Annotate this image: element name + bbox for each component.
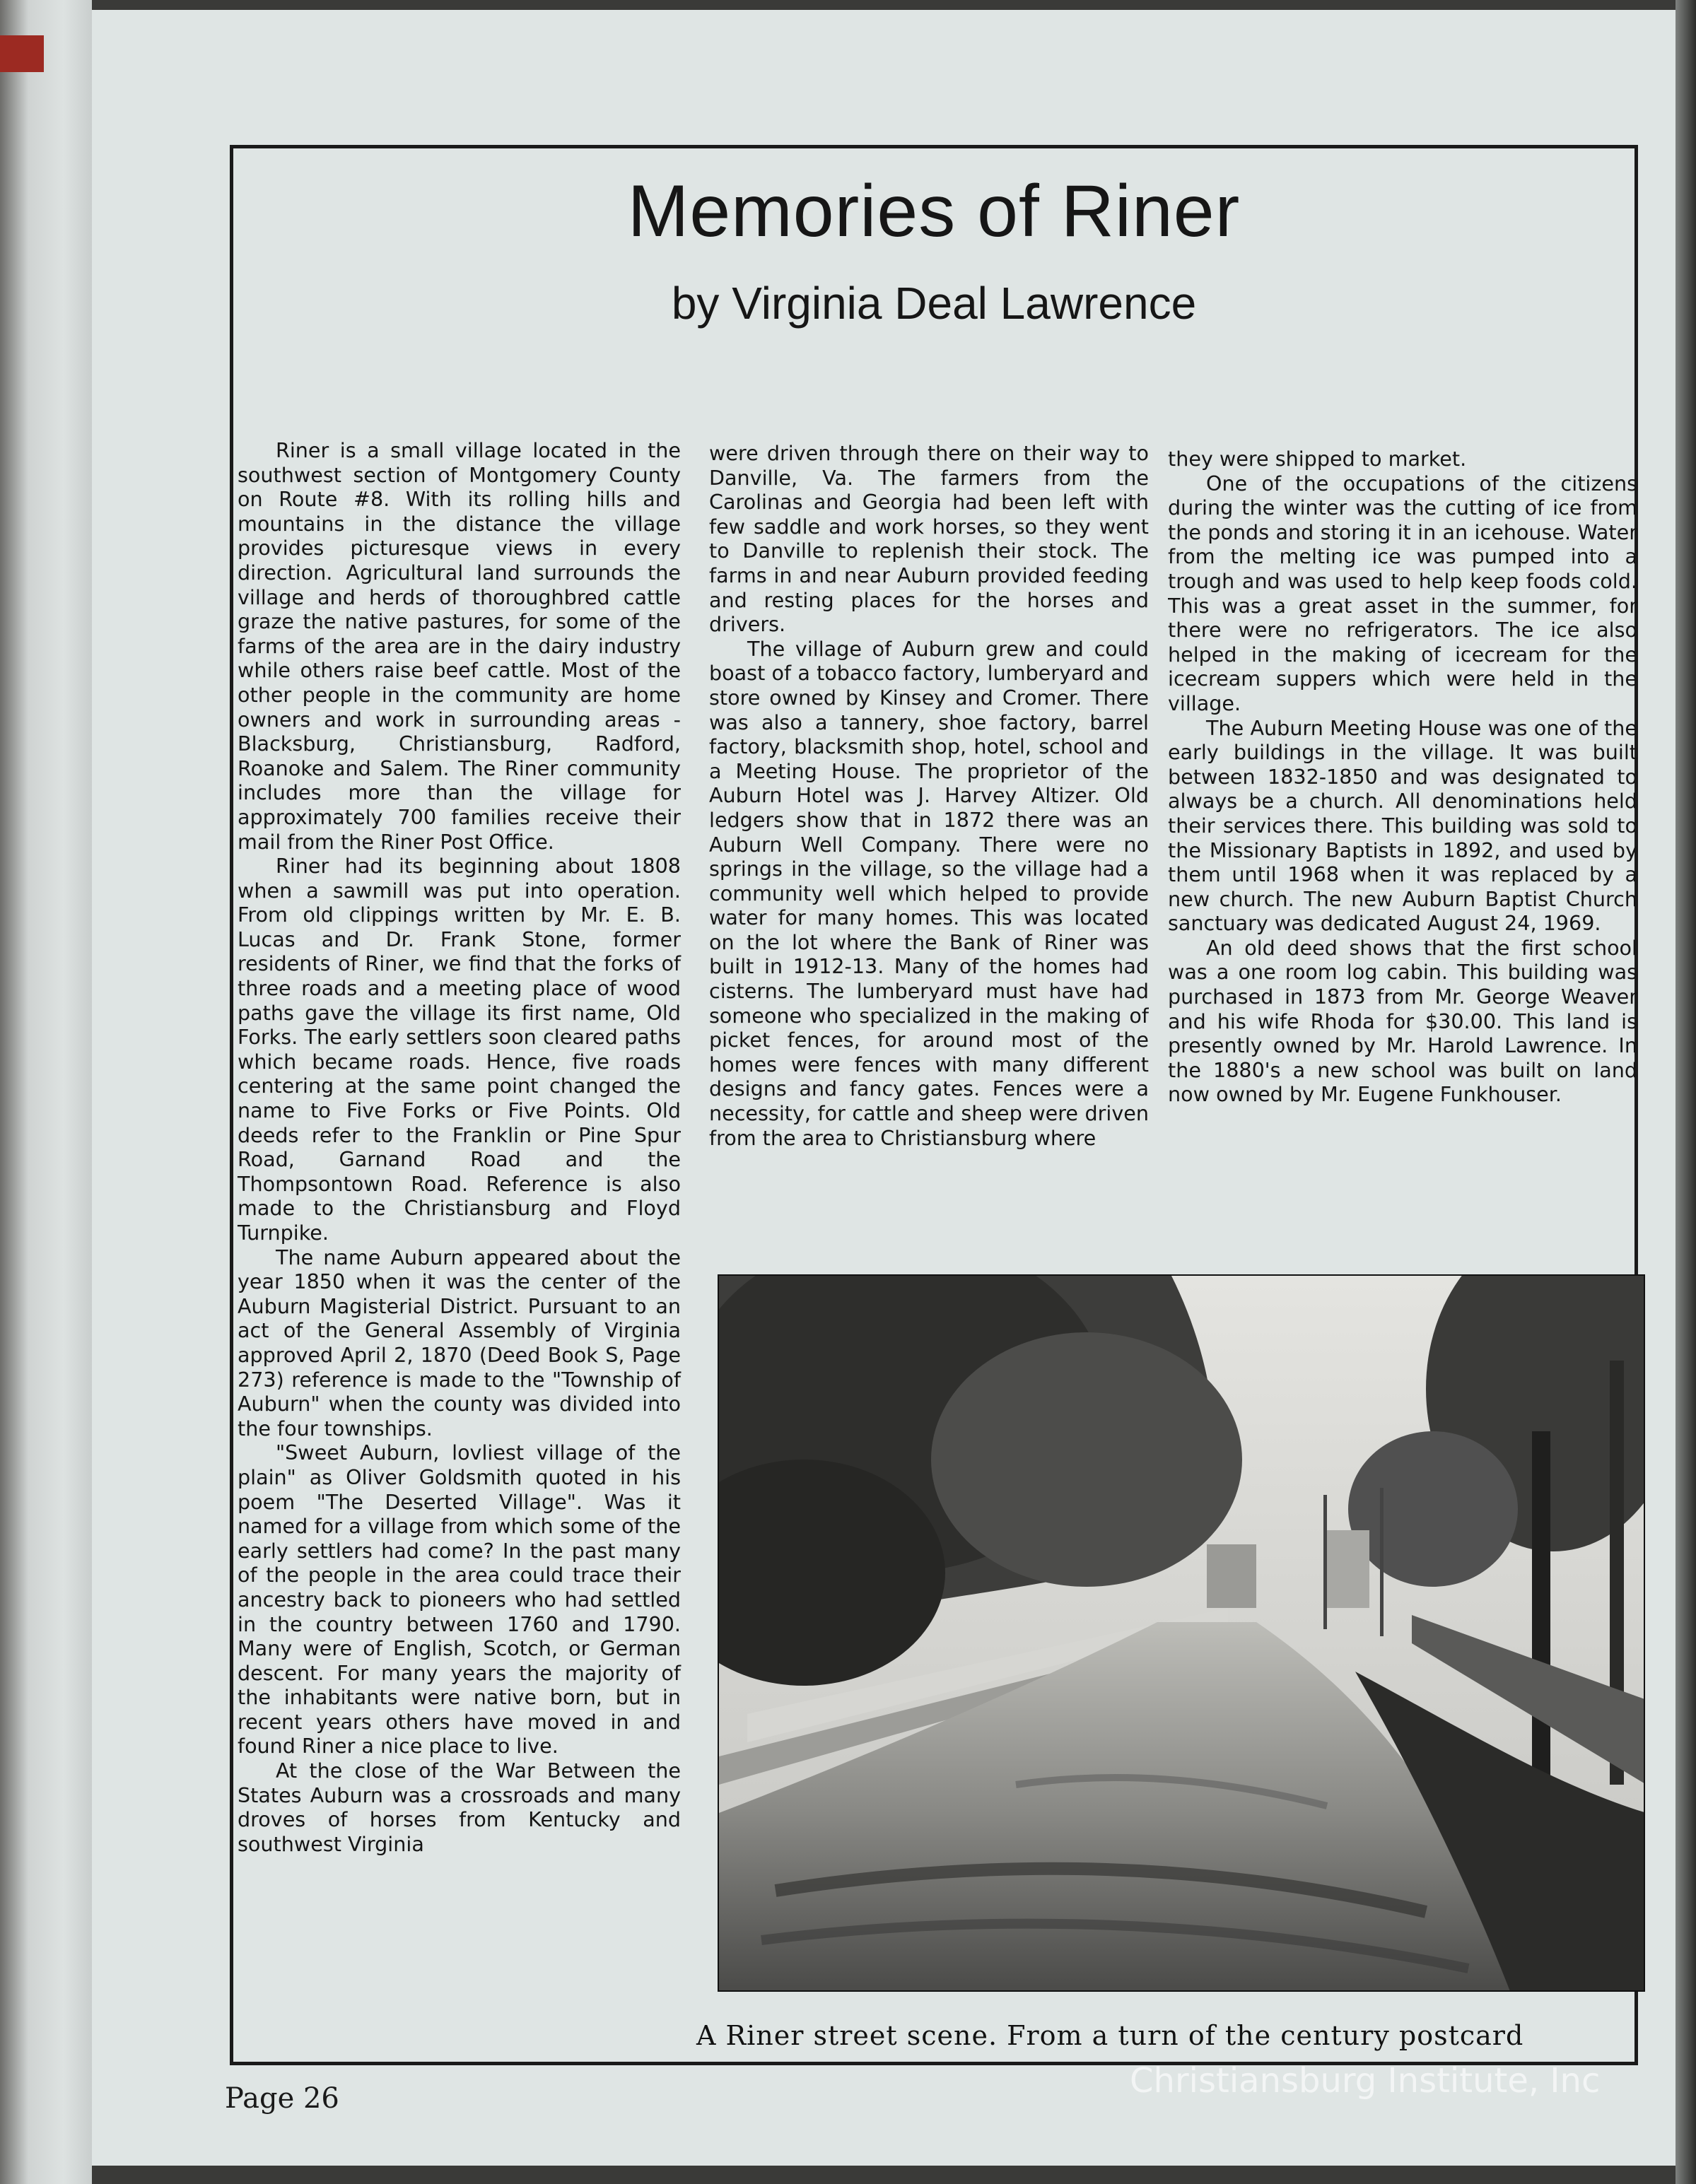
page-number: Page 26 [225, 2082, 339, 2115]
paragraph: Riner had its beginning about 1808 when a sawmill was put into operation. From old clippings written by Mr. E. B. Lucas and Dr. Frank Stone, former residents of Riner, we find that the forks of three roads and a meeting place of wood paths gave the village its first name, Old Forks. The early settlers soon cleared paths which became roads. Hence, five roads centering at the same point changed the name to Five Forks or Five Points. Old deeds refer to the Franklin or Pine Spur Road, Garnand Road and the Thompsontown Road. Reference is also made to the Christiansburg and Floyd Turnpike. [238, 854, 681, 1245]
paragraph: Riner is a small village located in the southwest section of Montgomery County on Route #8. With its rolling hills and mountains in the distance the village provides picturesque views in every direction. Agricultural land surrounds the village and herds of thoroughbred cattle graze the native pastures, for some of the farms of the area are in the dairy industry while others raise beef cattle. Most of the other people in the community are home owners and work in surrounding areas - Blacksburg, Christiansburg, Radford, Roanoke and Salem. The Riner community includes more than the village for approximately 700 families receive their mail from the Riner Post Office. [238, 438, 681, 854]
red-bookmark-tab [0, 35, 44, 72]
paragraph: they were shipped to market. [1168, 447, 1467, 471]
page-right-edge [1675, 0, 1696, 2184]
text-column-1 [238, 438, 681, 2064]
text-column-2 [709, 441, 1149, 1272]
paragraph: were driven through there on their way to Danville, Va. The farmers from the Carolinas and Georgia had been left with few saddle and work horses, so they went to Danville to replenish their stock. The farms in and near Auburn provided feeding and resting places for the horses and drivers. [709, 441, 1149, 637]
paragraph: "Sweet Auburn, lovliest village of the plain" as Oliver Goldsmith quoted in his poem "The Deserted Village". Was it named for a village from which some of the early settlers had come? In the past many of the people in the area could trace their ancestry back to pioneers who had settled in the country between 1760 and 1790. Many were of English, Scotch, or German descent. For many years the majority of the inhabitants were native born, but in recent years others have moved in and found Riner a nice place to live. [238, 1440, 681, 1759]
paragraph: One of the occupations of the citizens during the winter was the cutting of ice from the ponds and storing it in an icehouse. Water from the melting ice was pumped into a trough and was used to help keep foods cold. This was a great asset in the summer, for there were no refrigerators. The ice also helped in the making of icecream for the icecream suppers which were held in the village. [1168, 471, 1637, 715]
article-byline: by Virginia Deal Lawrence [671, 278, 1197, 329]
watermark: Christiansburg Institute, Inc [1130, 2061, 1601, 2101]
photo-caption: A Riner street scene. From a turn of the century postcard [696, 2020, 1524, 2051]
paragraph: The name Auburn appeared about the year 1850 when it was the center of the Auburn Magisterial District. Pursuant to an act of the General Assembly of Virginia approved April 2, 1870 (Deed Book S, Page 273) reference is made to the "Township of Auburn" when the county was divided into the four townships. [238, 1245, 681, 1440]
book-spine-edge [0, 0, 92, 2184]
paragraph: At the close of the War Between the States Auburn was a crossroads and many droves of horses from Kentucky and southwest Virginia [238, 1759, 681, 1856]
paragraph: The village of Auburn grew and could boast of a tobacco factory, lumberyard and store owned by Kinsey and Cromer. There was also a tannery, shoe factory, barrel factory, blacksmith shop, hotel, school and a Meeting House. The proprietor of the Auburn Hotel was J. Harvey Altizer. Old ledgers show that in 1872 there was an Auburn Well Company. There were no springs in the village, so the village had a community well which helped to provide water for many homes. This was located on the lot where the Bank of Riner was built in 1912-13. Many of the homes had cisterns. The lumberyard must have had someone who specialized in the making of picket fences, for around most of the homes were fences with many different designs and fancy gates. Fences were a necessity, for cattle and sheep were driven from the area to Christiansburg where [709, 636, 1149, 1150]
paragraph: The Auburn Meeting House was one of the early buildings in the village. It was built between 1832-1850 and was designated to always be a church. All denominations held their services there. This building was sold to the Missionary Baptists in 1892, and used by them until 1968 when it was replaced by a new church. The new Auburn Baptist Church sanctuary was dedicated August 24, 1969. [1168, 715, 1637, 936]
text-column-3 [1168, 447, 1637, 1272]
article-title: Memories of Riner [627, 170, 1241, 252]
paragraph: An old deed shows that the first school was a one room log cabin. This building was purchased in 1873 from Mr. George Weaver and his wife Rhoda for $30.00. This land is presently owned by Mr. Harold Lawrence. In the 1880's a new school was built on land now owned by Mr. Eugene Funkhouser. [1168, 935, 1637, 1107]
street-scene-photo [718, 1274, 1645, 1992]
